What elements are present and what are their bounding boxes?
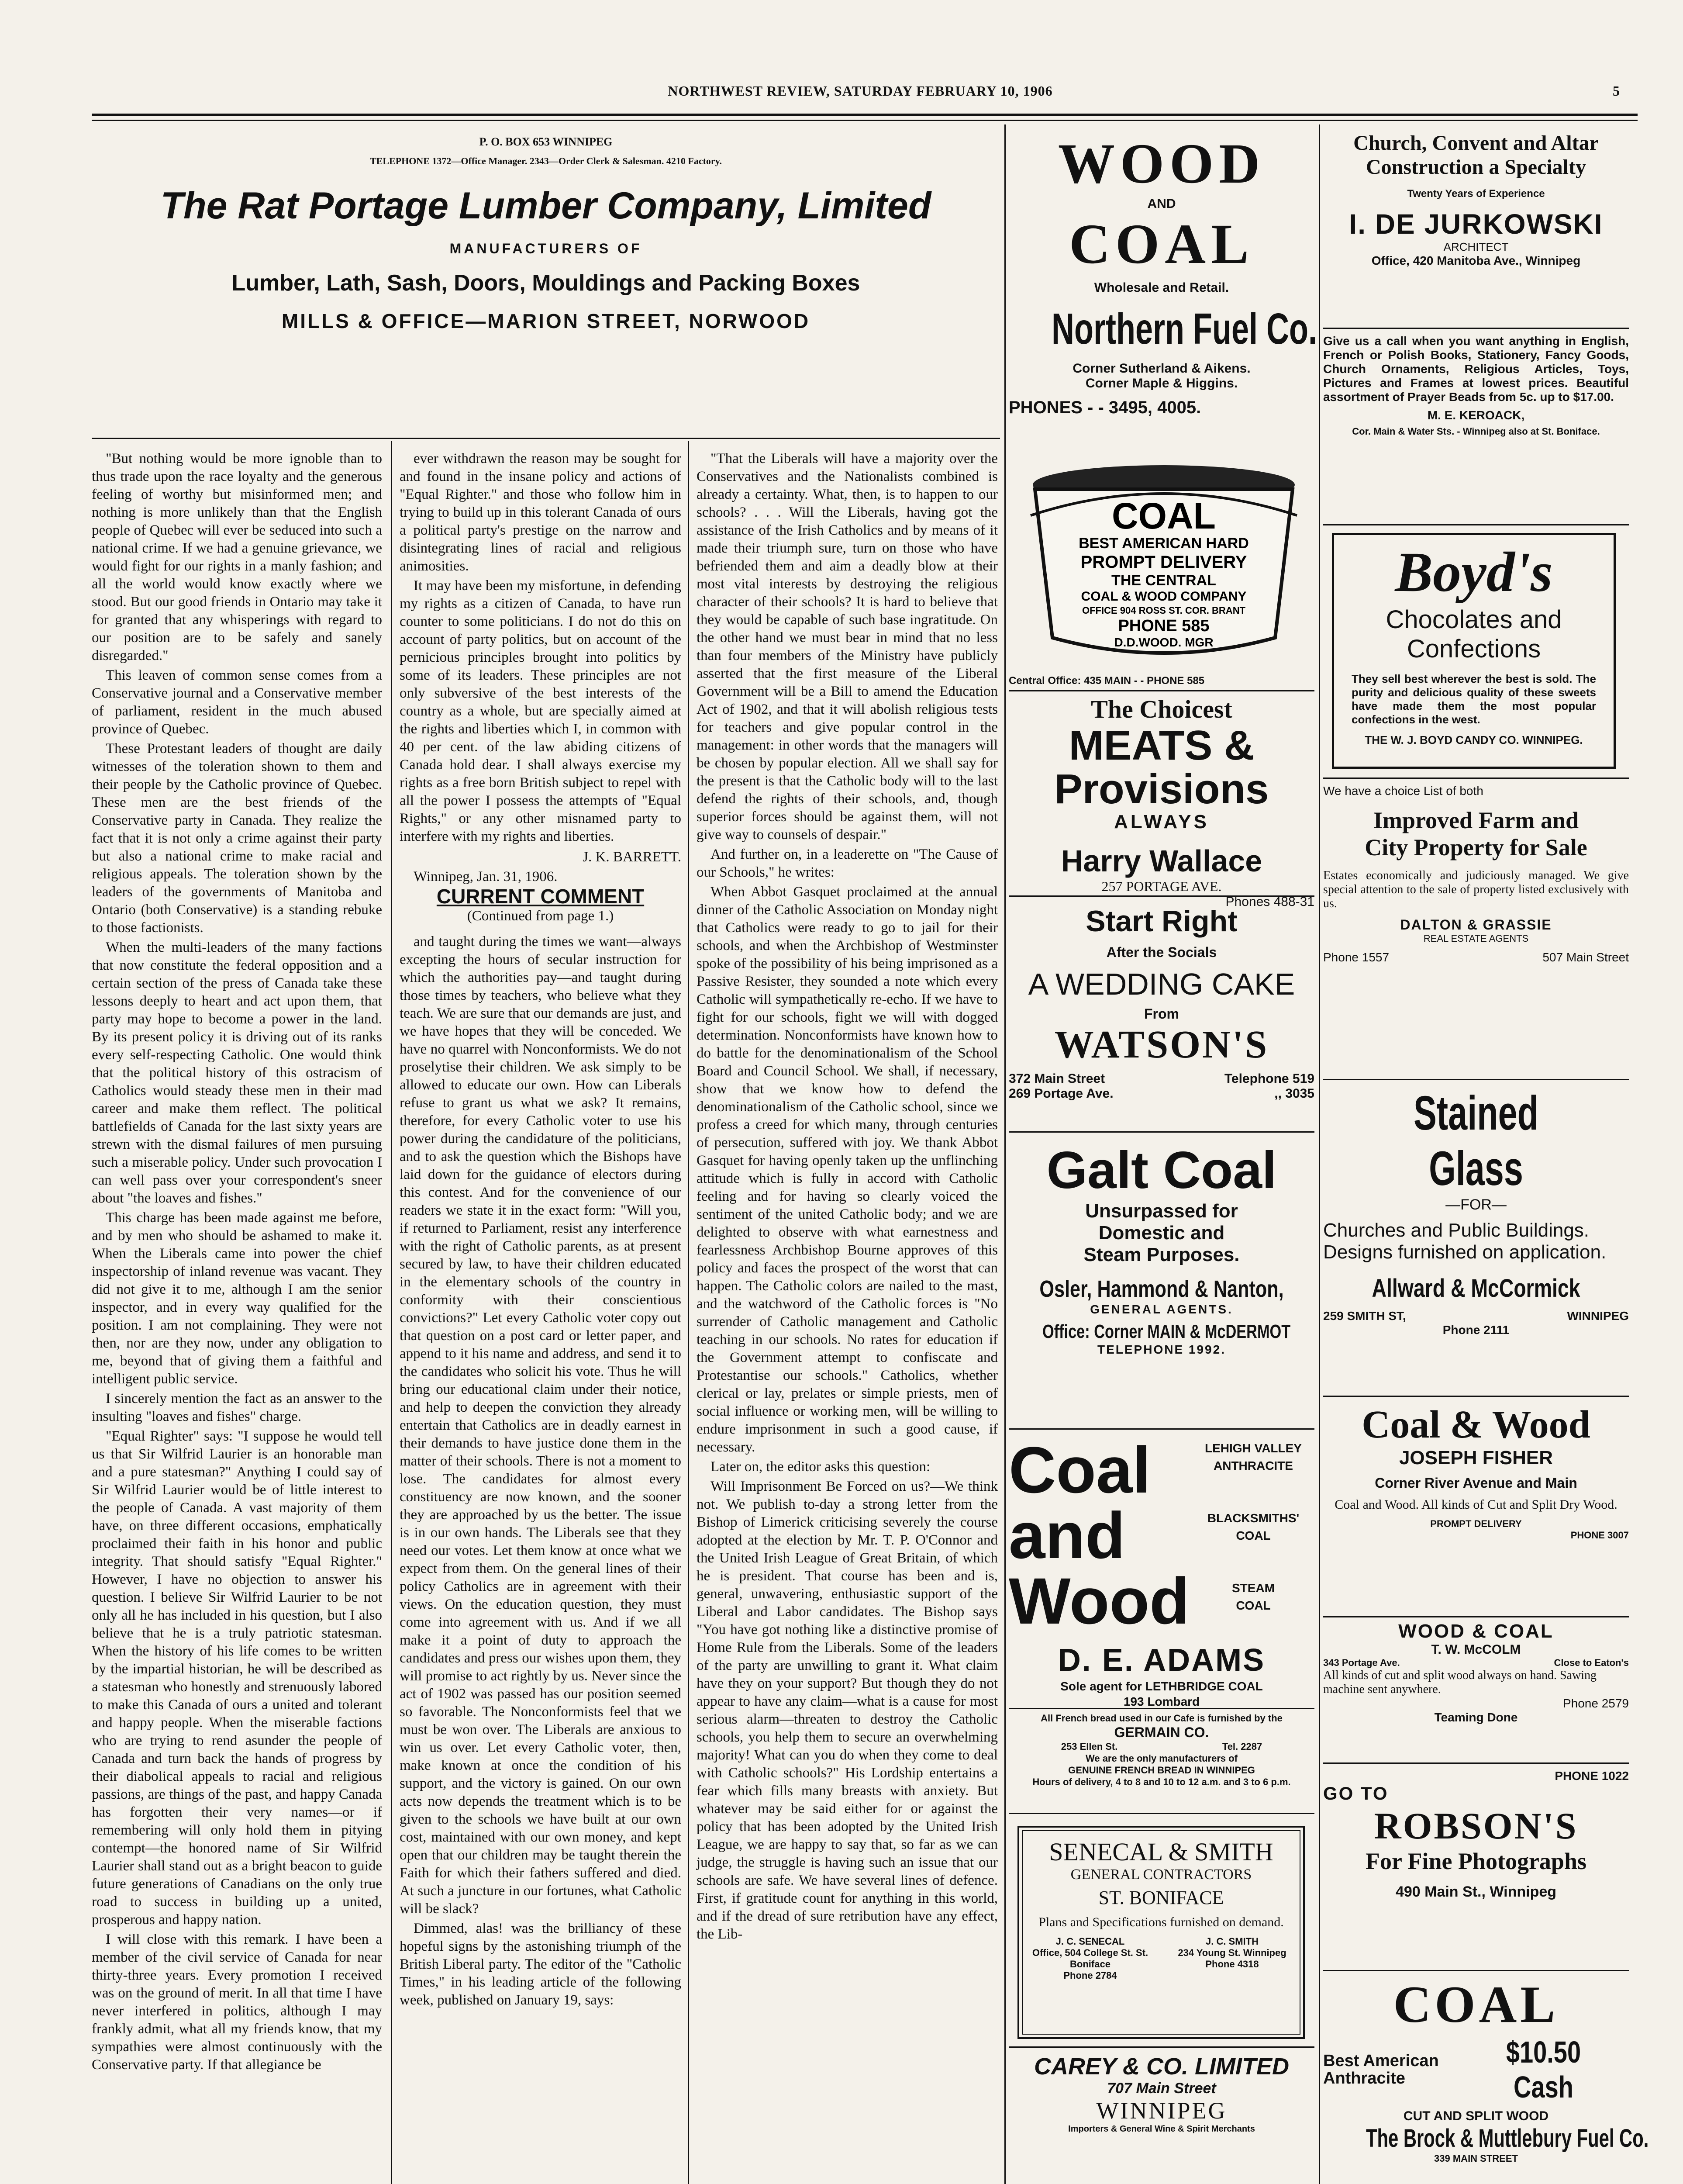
ad-divider <box>1323 524 1629 525</box>
farm-l1: We have a choice List of both <box>1323 784 1483 798</box>
central-office: Central Office: 435 MAIN - - PHONE 585 <box>1009 675 1205 687</box>
adams-agent: Sole agent for LETHBRIDGE COAL <box>1060 1679 1263 1693</box>
adams-side: COAL <box>1236 1599 1271 1612</box>
bucket-text: COAL & WOOD COMPANY <box>1081 589 1247 604</box>
germain-l6: GENUINE FRENCH BREAD IN WINNIPEG <box>1068 1765 1255 1776</box>
carey-ad <box>1009 2053 1314 2134</box>
col1-para: This charge has been made against me before, and by men who should be ashamed to make it. When the Liberals came into power the chief inspectorship of inland revenue was vacant. They did not give it to me, although I am the senior inspector, and in every way qualified for the position. I am not complaining. They were not then, nor are they now, under any obligation to me, beyond that of giving them a faithful and intelligent public service. <box>92 1210 382 1387</box>
robson-phone: PHONE 1022 <box>1555 1769 1629 1783</box>
stained-glass-ad <box>1323 1085 1629 1337</box>
mccolm-text: All kinds of cut and split wood always on hand. Sawing machine sent anywhere. <box>1323 1669 1597 1696</box>
adams-side: BLACKSMITHS' <box>1207 1511 1300 1525</box>
church-name: I. DE JURKOWSKI <box>1349 208 1603 240</box>
col3-para: When Abbot Gasquet proclaimed at the annual dinner of the Catholic Association on Monday night that Catholics were ready to go to jail for their schools, and when the Archbishop of Westminster spoke of the possibility of his being imprisoned as a Passive Resister, they sounded a note which every Catholic will sympathetically re-echo. If we have to fight for our schools, fight we will with dogged determination. Nonconformists have known how to do battle for the denominationalism of the School Board and Council School. We shall, if necessary, show that we know how to defend the denominationalism of the Catholic school, since we profess a creed for which many, through centuries of persecution, suffered with joy. We thank Abbot Gasquet for having openly taken up the unflinching attitude which is fully in accord with Catholic feeling and for having so clearly voiced the sentiment of the united Catholic body; and we are delighted to observe with what earnestness and fearlessness Archbishop Bourne approves of this policy and faces the prospect of the worst that can happen. The Catholic colors are nailed to the mast, and the watchword of the Catholic forces is "No surrender of Catholic management and Catholic teaching in our schools. No rates for education if the Government attempt to confiscate and Protestantise our schools." Catholics, whether clerical or lay, prelates or simple priests, men of social influence or working men, will be willing to endure imprisonment in such a good cause, if necessary. <box>697 884 998 1455</box>
galt-firm: Osler, Hammond & Nanton, <box>1039 1276 1284 1302</box>
farm-re: REAL ESTATE AGENTS <box>1423 933 1529 944</box>
col3-para: Later on, the editor asks this question: <box>710 1459 931 1475</box>
ad-divider <box>1323 1762 1629 1764</box>
lumber-phone: TELEPHONE 1372—Office Manager. 2343—Order Clerk & Salesman. 4210 Factory. <box>370 156 722 166</box>
meats-l2: MEATS & <box>1069 722 1255 769</box>
col1-para: I will close with this remark. I have been a member of the civil service of Canada for near thirty-three years. Every promotion I received was on the ground of merit. In all that time I have never interfered in politics, although I may frankly admit, what all my friends know, that my sympathies were almost continuously with the Conservative party. If that allegiance be <box>92 1932 382 2073</box>
watson-row2 <box>1009 1086 1314 1101</box>
robson-ad <box>1323 1769 1629 1901</box>
farm-text: Estates economically and judiciously managed. We give special attention to the sale of property listed exclusively with us. <box>1323 869 1629 910</box>
senecal-plans: Plans and Specifications furnished on demand. <box>1038 1915 1284 1929</box>
adams-ad <box>1009 1433 1314 1708</box>
carey-desc: Importers & General Wine & Spirit Merchants <box>1068 2124 1255 2134</box>
ad-coal: COAL <box>1069 213 1254 276</box>
senecal-contact-1 <box>1029 1936 1152 1981</box>
ad-address: Corner Maple & Higgins. <box>1085 376 1238 390</box>
ad-and: AND <box>1147 197 1176 211</box>
mccolm-l1: WOOD & COAL <box>1398 1621 1554 1642</box>
germain-row <box>1009 1741 1314 1752</box>
col1-para: "But nothing would be more ignoble than to thus trade upon the race loyalty and the generous feeling of worthy but misinformed men; and nothing is more unlikely than that the English people of Quebec will ever be seduced into such a national crime. If we had a genuine grievance, we would fight for our rights in a manly fashion; and all the world would know exactly where we stood. But our good friends in Ontario may take it for granted that any whisperings with regard to our position are to be safely and sanely disregarded." <box>92 451 382 663</box>
germain-l2: GERMAIN CO. <box>1114 1724 1209 1740</box>
article-column-1 <box>92 450 382 2076</box>
senecal-gc: GENERAL CONTRACTORS <box>1070 1866 1252 1883</box>
masthead-rule-2 <box>92 120 1638 121</box>
meats-l4: ALWAYS <box>1114 811 1209 833</box>
col2-para: and taught during the times we want—always excepting the hours of secular instruction for which the authorities pay—and taught during those times by teachers, who believe what they teach. We are sure that our demands are just, and we have hopes that they will be conceded. We have no quarrel with Nonconformists. We do not proselytise their children. We ask simply to be allowed to educate our own. How can Liberals refuse to grant us what we ask? It remains, therefore, for every Catholic voter to use his power during the candidature of the politicians, and to ask the question which the Bishops have laid down for the guidance of electors during this contest. And for the convenience of our readers we state it in the exact form: "Will you, if returned to Parliament, resist any interference with the right of Catholic parents, as at present secured by law, to have their children educated in the elementary schools of the country in conformity with their conscientious convictions?" Let every Catholic voter copy out that question on a post card or letter paper, and append to it his name and address, and send it to the candidates who solicit his vote. Thus he will bring our educational claim under their notice, and help to deepen the conviction they already entertain that Catholics are in deadly earnest in their demands to have justice done them in the matter of their schools. There is not a moment to lose. The candidates for almost every constituency are now known, and the sooner they are approached by us the better. The issue is in our own hands. The Liberals see that they need our votes. Let them know at once what we expect from them. On the general lines of their policy Catholics are in agreement with their views. On the education question, they must come into agreement with us. And if we all make it a point of duty to approach the candidates and press our wishes upon them, they will promise to act rightly by us. Never since the act of 1902 was passed has our position seemed so favorable. The Nonconformists feel that we must be won over. The Liberals are anxious to win us over. Let every Catholic voter, then, make known at once the condition of his support, and the victory is gained. On our own acts now depends the treatment which is to be given to the schools we have built at our own cost, maintained with our own money, and kept open that our children may be taught therein the Faith for which their fathers suffered and died. At such a juncture in our fortunes, what Catholic will be slack? <box>400 934 681 1917</box>
church-arch: ARCHITECT <box>1443 240 1509 253</box>
bucket-text: OFFICE 904 ROSS ST. COR. BRANT <box>1082 605 1246 616</box>
glass-for: —FOR— <box>1445 1196 1507 1213</box>
col3-para: And further on, in a leaderette on "The Cause of our Schools," he writes: <box>697 847 998 880</box>
glass-city: WINNIPEG <box>1567 1309 1629 1323</box>
lumber-rule <box>92 438 1000 439</box>
glass-l1: Stained Glass <box>1413 1086 1539 1196</box>
galt-ga: GENERAL AGENTS. <box>1090 1303 1233 1316</box>
article-column-3 <box>697 450 998 1945</box>
germain-tel: Tel. 2287 <box>1222 1741 1262 1752</box>
bucket-text: THE CENTRAL <box>1111 572 1216 589</box>
carey-firm: CAREY & CO. LIMITED <box>1034 2053 1290 2080</box>
col2-para: Dimmed, alas! was the brilliancy of these hopeful signs by the astonishing triumph of the British Liberal party. The editor of the "Catholic Times," in his leading article of the following week, published on January 19, says: <box>400 1921 681 2008</box>
keroack-ad <box>1323 334 1629 437</box>
watson-l4: From <box>1144 1006 1179 1022</box>
brock-l1: Best American Anthracite <box>1323 2052 1439 2087</box>
col-divider-1 <box>391 441 392 2184</box>
bucket-text: D.D.WOOD. MGR <box>1114 636 1214 649</box>
ad-divider <box>1009 1428 1314 1430</box>
glass-row <box>1323 1309 1629 1323</box>
adams-side: STEAM <box>1232 1581 1275 1595</box>
adams-side: COAL <box>1236 1529 1271 1542</box>
keroack-name: M. E. KEROACK, <box>1427 408 1525 422</box>
farm-addr: 507 Main Street <box>1542 950 1629 964</box>
fisher-t1: Coal and Wood. All kinds of Cut and Split Dry Wood. <box>1335 1497 1617 1512</box>
masthead-title: NORTHWEST REVIEW, SATURDAY FEBRUARY 10, 1906 <box>668 83 1053 99</box>
brock-addr: 339 MAIN STREET <box>1434 2153 1518 2164</box>
col3-para: "That the Liberals will have a majority over the Conservatives and the Nationalists combined is already a certainty. What, then, is to happen to our schools? . . . Will the Liberals, having got the assistance of the Irish Catholics and by means of it made their triumph sure, turn on those who have befriended them and aim a deadly blow at their most vital interests by destroying the religious character of their schools? It is hard to believe that they would be capable of such base ingratitude. On the other hand we must bear in mind that no less than four members of the Ministry have publicly asserted that the first measure of the Liberal Government will be a Bill to amend the Education Act of 1902, and that it will abolish religious tests for teachers and give popular control in the management: in other words that the managers will be chosen by popular election. All we shall say for the present is that the Catholic body will to the last defend the rights of their schools, and, though superior forces should be against them, will not give way to counsels of despair." <box>697 451 998 843</box>
fisher-name: JOSEPH FISHER <box>1399 1447 1553 1469</box>
galt-l3: Domestic and <box>1098 1222 1225 1244</box>
ad-divider <box>1323 1970 1629 1971</box>
robson-addr: 490 Main St., Winnipeg <box>1395 1883 1557 1900</box>
rat-portage-lumber-ad <box>92 131 1000 437</box>
mccolm-td: Teaming Done <box>1434 1711 1518 1724</box>
glass-addr: 259 SMITH ST, <box>1323 1309 1406 1323</box>
col3-para: Will Imprisonment Be Forced on us?—We think not. We publish to-day a strong letter from the Bishop of Limerick criticising severely the course adopted at the election by Mr. T. P. O'Connor and the United Irish League of Great Britain, of which he is president. That course has been and is, general, unwavering, enthusiastic support of the Liberal and Labor candidates. The Bishop says "You have got nothing like a distinctive promise of Home Rule from the Liberals. Some of the leaders of the party are unwilling to grant it. What claim have they on your support? But though they do not appear to have any claim—what is a cause for most serious alarm—threaten to destroy the Catholic schools, you help them to secure an overwhelming majority! What can you do when they come to deal with Catholic schools?" His Lordship entertains a fear which fills many breasts with anxiety. But whatever may be said either for or against the policy that has been adopted by the United Irish League, we are happy to say that, so far as we can judge, the struggle is having such an issue that our schools are safe. We have several lines of defence. First, if gratitude count for anything in this world, and if the dread of sure retribution have any effect, the Lib- <box>697 1479 998 1942</box>
adams-firm: D. E. ADAMS <box>1058 1643 1266 1678</box>
boyds-l2: Confections <box>1407 635 1541 663</box>
col2-para: It may have been my misfortune, in defending my rights as a citizen of Canada, to have run counter to some politicians. I do not do this on account of party politics, but on account of the pernicious principles brought into politics by some of its leaders. These principles are not only subversive of the best interests of the country as a whole, but are specially aimed at the rights and liberties which I, in common with 40 per cent. of the law abiding citizens of Canada hold dear. I shall always exercise my rights as a free born British subject to repel with all the power I possess the attempts of "Equal Rights," or any other misnamed party to interfere with my rights and liberties. <box>400 578 681 844</box>
contact-phone: Phone 2784 <box>1063 1970 1117 1981</box>
contact-name: J. C. SMITH <box>1205 1936 1259 1947</box>
lumber-pobox: P. O. BOX 653 WINNIPEG <box>479 135 613 148</box>
col1-para: I sincerely mention the fact as an answer to the insulting "loaves and fishes" charge. <box>92 1391 382 1424</box>
mccolm-name: T. W. McCOLM <box>1431 1642 1521 1657</box>
boyds-text: They sell best wherever the best is sold. The purity and delicious quality of these sweets have made them the most popular confections in the west. <box>1352 672 1596 726</box>
farm-phone: Phone 1557 <box>1323 950 1390 964</box>
col1-para: When the multi-leaders of the many factions that now constitute the federal opposition and a certain section of the press of Canada take these lessons deeply to heart and act upon them, that party may hope to become a power in the land. By its present policy it is driving out of its ranks every self-respecting Catholic. One would think that the political history of this ostracism of Catholics would steady these men in their mad career and make them reflect. The political battlefields of Canada for the last sixty years are strewn with the dismal failures of men pursuing such a miserable policy. Under such provocation I can well pass over your correspondent's sneer about "the loaves and fishes." <box>92 940 382 1206</box>
ad-phones: PHONES - - 3495, 4005. <box>1009 398 1201 417</box>
mccolm-phone: Phone 2579 <box>1562 1697 1629 1710</box>
brock-coal: COAL <box>1393 1975 1559 2033</box>
fisher-pd: PROMPT DELIVERY <box>1430 1518 1522 1529</box>
ad-divider <box>1009 690 1314 691</box>
watson-tel: ,, 3035 <box>1274 1086 1314 1101</box>
ad-divider <box>1009 2046 1314 2048</box>
adams-wood: Wood <box>1009 1564 1190 1638</box>
galt-tel: TELEPHONE 1992. <box>1097 1343 1226 1356</box>
robson-name: ROBSON'S <box>1374 1805 1578 1847</box>
ad-divider <box>1009 1813 1314 1814</box>
carey-addr: 707 Main Street <box>1107 2080 1216 2097</box>
meats-firm: Harry Wallace <box>1061 844 1262 878</box>
contact-office: Office, 504 College St. St. Boniface <box>1032 1947 1148 1970</box>
boyds-l1: Chocolates and <box>1386 605 1562 634</box>
adams-and: and <box>1009 1499 1125 1572</box>
fisher-l1: Coal & Wood <box>1362 1403 1590 1446</box>
col-divider-3 <box>1004 124 1006 2184</box>
mccolm-row <box>1323 1657 1629 1669</box>
senecal-firm: SENECAL & SMITH <box>1049 1838 1273 1866</box>
boyds-firm: THE W. J. BOYD CANDY CO. WINNIPEG. <box>1365 733 1583 746</box>
newspaper-page <box>66 83 1649 2184</box>
jurkowski-ad <box>1323 131 1629 268</box>
coal-bucket-illustration <box>1013 463 1314 668</box>
meats-addr: 257 PORTAGE AVE. <box>1101 878 1222 894</box>
col1-para: "Equal Righter" says: "I suppose he would tell us that Sir Wilfrid Laurier is an honorable man and a pure statesman?" Anything I could say of Sir Wilfrid Laurier would be of little interest to the people of Canada. A vast majority of them have, on three different occasions, emphatically proclaimed their faith in his honor and public integrity. That should satisfy "Equal Righter." However, I have no objection to answer his question. I believe Sir Wilfrid Laurier to be not only all he has included in his question, but I also believe that he is a truly patriotic statesman. When the history of his life comes to be written by the impartial historian, he will be described as a statesman who honestly and strenuously labored to make this Canada of ours a united and tolerant and happy people. When the miserable factions who are trying to rend asunder the people of Canada and turn back the hands of progress by their diabolical appeals to racial and religious passions, are things of the past, and happy Canada has forgotten their very names—or if remembering will only hold them in pitying contempt—the honored name of Sir Wilfrid Laurier shall stand out as a bright beacon to guide future generations of Canadians on the only true road to success in building up a united, prosperous and happy nation. <box>92 1428 382 1928</box>
meats-l1: The Choicest <box>1091 695 1232 723</box>
germain-l1: All French bread used in our Cafe is furnished by the <box>1041 1713 1283 1724</box>
col2-para: ever withdrawn the reason may be sought for and found in the insane policy and actions of "Equal Righter." and those who follow him in trying to build up in this tolerant Canada of ours a political party's prestige on the narrow and disintegrating lines of racial and religious animosities. <box>400 451 681 574</box>
glass-phone: Phone 2111 <box>1442 1323 1510 1337</box>
brock-cut: CUT AND SPLIT WOOD <box>1403 2109 1549 2123</box>
watson-l1: Start Right <box>1086 905 1238 938</box>
ad-divider <box>1323 1079 1629 1080</box>
galt-coal-ad <box>1009 1140 1314 1357</box>
masthead <box>100 83 1620 109</box>
germain-l5: We are the only manufacturers of <box>1085 1753 1238 1764</box>
bucket-text: BEST AMERICAN HARD <box>1079 535 1249 552</box>
fisher-phone: PHONE 3007 <box>1570 1530 1629 1541</box>
watson-addr: 269 Portage Ave. <box>1009 1086 1114 1101</box>
col1-para: These Protestant leaders of thought are daily witnesses of the toleration shown to them and their people by the Catholic province of Quebec. These men are the best friends of the Conservative party in Canada. They realize the fact that it is not only a crime against their party but also a national crime to make racial and religious appeals. The toleration shown by the leaders of the governments of Manitoba and Ontario (both Conservative) is a standing rebuke to those factionists. <box>92 741 382 936</box>
church-office: Office, 420 Manitoba Ave., Winnipeg <box>1371 254 1581 267</box>
dateline: Winnipeg, Jan. 31, 1906. <box>414 869 558 885</box>
lumber-mfr: MANUFACTURERS OF <box>449 241 642 256</box>
bucket-text: PROMPT DELIVERY <box>1080 553 1247 572</box>
mccolm-addr: 343 Portage Ave. <box>1323 1657 1400 1668</box>
keroack-text: Give us a call when you want anything in English, French or Polish Books, Stationery, Fancy Goods, Church Ornaments, Religious Articles, Toys, Pictures and Frames at lowest prices. Beautiful assortment of Prayer Beads from 5c. up to $17.00. <box>1323 334 1629 404</box>
germain-ad <box>1009 1712 1314 1788</box>
brock-row <box>1323 2035 1629 2105</box>
ad-divider <box>1009 895 1314 897</box>
adams-addr: 193 Lombard <box>1123 1695 1200 1708</box>
church-l2: Construction a Specialty <box>1366 156 1586 179</box>
brock-ad <box>1323 1974 1649 2164</box>
glass-firm: Allward & McCormick <box>1372 1274 1580 1303</box>
ad-divider <box>1323 328 1629 329</box>
meats-ad <box>1009 695 1314 909</box>
farm-firm: DALTON & GRASSIE <box>1400 917 1552 933</box>
adams-side: ANTHRACITE <box>1214 1459 1293 1472</box>
mccolm-ad <box>1323 1621 1629 1724</box>
lumber-mills: MILLS & OFFICE—MARION STREET, NORWOOD <box>281 310 810 332</box>
bucket-coal: COAL <box>1112 495 1216 536</box>
northern-fuel-ad <box>1009 131 1317 418</box>
northern-fuel-name: Northern Fuel Co. <box>1052 304 1317 353</box>
col1-para: This leaven of common sense comes from a Conservative journal and a Conservative member of parliament, resident in the much abused province of Quebec. <box>92 667 382 737</box>
farm-l2: Improved Farm and <box>1373 807 1579 833</box>
masthead-rule <box>92 114 1638 116</box>
ad-address: Corner Sutherland & Aikens. <box>1073 361 1251 376</box>
ad-divider <box>1323 1396 1629 1397</box>
robson-for: For Fine Photographs <box>1365 1848 1586 1874</box>
contact-phone: Phone 4318 <box>1205 1959 1259 1970</box>
ad-divider <box>1009 1708 1314 1709</box>
adams-side: LEHIGH VALLEY <box>1205 1441 1302 1455</box>
senecal-smith-ad <box>1017 1826 1305 2039</box>
church-l3: Twenty Years of Experience <box>1407 188 1545 200</box>
watson-tel: Telephone 519 <box>1224 1071 1314 1086</box>
dalton-grassie-ad <box>1323 784 1629 964</box>
article-column-2 <box>400 450 681 2011</box>
current-comment-heading: CURRENT COMMENT <box>436 885 645 908</box>
bucket-text: PHONE 585 <box>1118 617 1210 635</box>
watson-row1 <box>1009 1071 1314 1086</box>
meats-l3: Provisions <box>1054 766 1269 812</box>
brock-firm: The Brock & Muttlebury Fuel Co. <box>1366 2124 1649 2153</box>
watson-ad <box>1009 904 1314 1101</box>
col-divider-2 <box>688 441 689 2184</box>
lumber-products: Lumber, Lath, Sash, Doors, Mouldings and Packing Boxes <box>231 270 860 296</box>
continued-note: (Continued from page 1.) <box>467 908 614 924</box>
meats-phone: Phones 488-31 <box>1225 895 1314 909</box>
watson-firm: WATSON'S <box>1054 1023 1269 1066</box>
watson-l3: A WEDDING CAKE <box>1028 967 1295 1001</box>
robson-go: GO TO <box>1323 1783 1389 1804</box>
page-number: 5 <box>1613 83 1620 99</box>
galt-l1: Galt Coal <box>1046 1141 1277 1199</box>
carey-city: WINNIPEG <box>1096 2098 1227 2124</box>
keroack-addr: Cor. Main & Water Sts. - Winnipeg also at St. Boniface. <box>1352 426 1600 437</box>
col-divider-4 <box>1319 124 1320 2184</box>
adams-coal: Coal <box>1009 1433 1151 1507</box>
contact-office: 234 Young St. Winnipeg <box>1178 1947 1286 1958</box>
senecal-place: ST. BONIFACE <box>1098 1887 1224 1908</box>
glass-text: Churches and Public Buildings. Designs furnished on application. <box>1323 1220 1607 1263</box>
boyds-ad <box>1332 533 1616 769</box>
galt-l2: Unsurpassed for <box>1085 1200 1238 1222</box>
watson-l2: After the Socials <box>1106 944 1217 960</box>
fisher-addr: Corner River Avenue and Main <box>1375 1475 1577 1491</box>
signature: J. K. BARRETT. <box>583 849 681 865</box>
contact-name: J. C. SENECAL <box>1055 1936 1125 1947</box>
watson-addr: 372 Main Street <box>1009 1071 1105 1086</box>
ad-wood: WOOD <box>1058 132 1266 195</box>
church-l1: Church, Convent and Altar <box>1353 131 1599 155</box>
boyds-name: Boyd's <box>1395 541 1553 604</box>
farm-l3: City Property for Sale <box>1365 834 1587 860</box>
brock-price: $10.50 Cash <box>1506 2035 1581 2104</box>
ad-divider <box>1323 1616 1629 1617</box>
germain-l7: Hours of delivery, 4 to 8 and 10 to 12 a.m. and 3 to 6 p.m. <box>1032 1776 1291 1787</box>
joseph-fisher-ad <box>1323 1402 1629 1541</box>
senecal-contacts <box>1019 1936 1303 1981</box>
galt-office: Office: Corner MAIN & McDERMOT <box>1042 1321 1291 1342</box>
ad-divider <box>1009 1131 1314 1133</box>
farm-row <box>1323 950 1629 964</box>
germain-addr: 253 Ellen St. <box>1061 1741 1118 1752</box>
ad-wholesale: Wholesale and Retail. <box>1094 280 1229 295</box>
senecal-contact-2 <box>1171 1936 1293 1981</box>
mccolm-near: Close to Eaton's <box>1554 1657 1629 1668</box>
galt-l4: Steam Purposes. <box>1083 1244 1240 1265</box>
lumber-name: The Rat Portage Lumber Company, Limited <box>160 185 931 227</box>
ad-divider <box>1323 778 1629 779</box>
